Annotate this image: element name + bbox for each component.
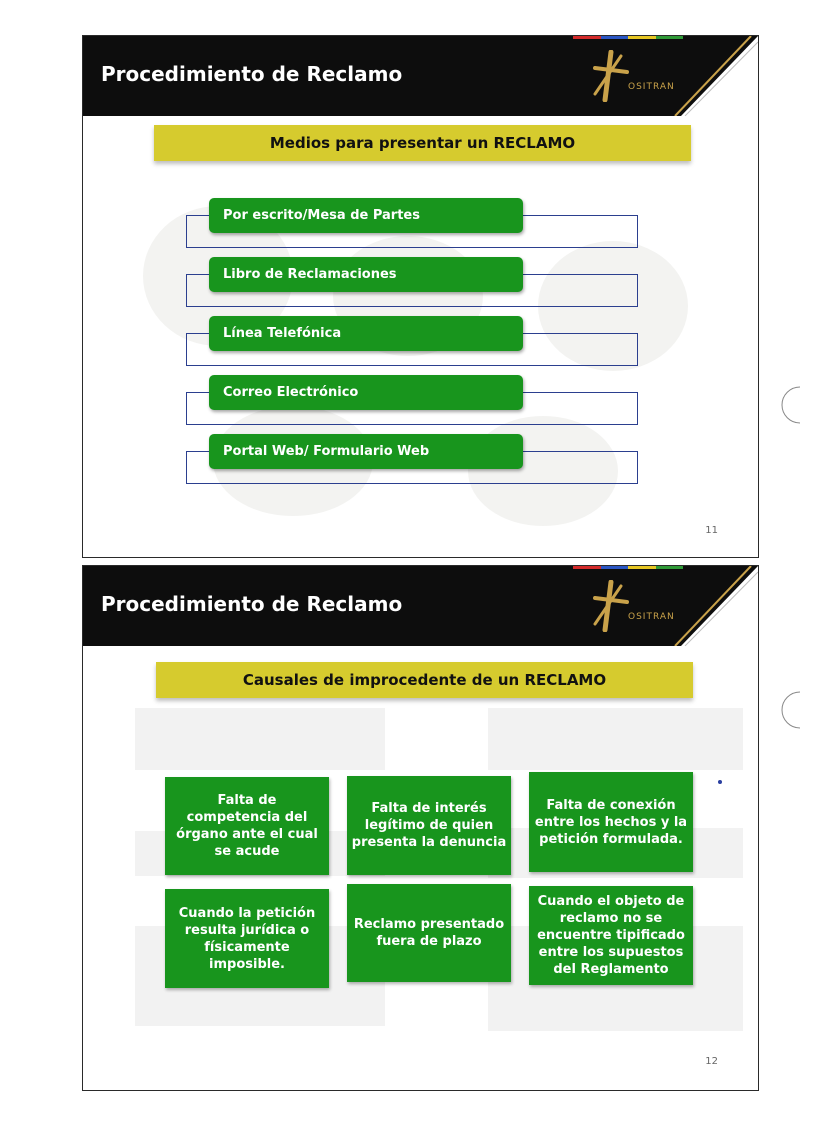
section-banner: Medios para presentar un RECLAMO xyxy=(154,125,691,161)
section-banner: Causales de improcedente de un RECLAMO xyxy=(156,662,693,698)
slide-header xyxy=(83,36,758,116)
background-shape xyxy=(135,708,385,770)
cause-box: Cuando la petición resulta jurídica o físicamente imposible. xyxy=(165,889,329,988)
page-number: 11 xyxy=(705,525,718,536)
channel-item: Libro de Reclamaciones xyxy=(209,257,523,292)
header-corner-decoration xyxy=(673,36,758,116)
cause-box: Cuando el objeto de reclamo no se encuentre tipificado entre los supuestos del Reglamento xyxy=(529,886,693,985)
ositran-logo-icon xyxy=(591,580,631,632)
slide-title: Procedimiento de Reclamo xyxy=(101,62,403,86)
ositran-logo-icon xyxy=(591,50,631,102)
header-corner-decoration xyxy=(673,566,758,646)
header-color-band xyxy=(573,36,683,39)
logo-text: OSITRAN xyxy=(628,612,675,622)
channel-item: Correo Electrónico xyxy=(209,375,523,410)
channel-item: Por escrito/Mesa de Partes xyxy=(209,198,523,233)
hole-punch-mark xyxy=(770,690,800,730)
logo-text: OSITRAN xyxy=(628,82,675,92)
channel-item: Portal Web/ Formulario Web xyxy=(209,434,523,469)
channel-item: Línea Telefónica xyxy=(209,316,523,351)
hole-punch-mark xyxy=(770,385,800,425)
page-number: 12 xyxy=(705,1056,718,1067)
slide-header xyxy=(83,566,758,646)
cause-box: Falta de competencia del órgano ante el cual se acude xyxy=(165,777,329,875)
slide-12 xyxy=(82,565,759,1091)
background-shape xyxy=(488,708,743,770)
slide-11 xyxy=(82,35,759,558)
slide-title: Procedimiento de Reclamo xyxy=(101,592,403,616)
cause-box: Falta de conexión entre los hechos y la petición formulada. xyxy=(529,772,693,872)
cause-box: Falta de interés legítimo de quien presenta la denuncia xyxy=(347,776,511,875)
header-color-band xyxy=(573,566,683,569)
ink-dot xyxy=(718,780,722,784)
cause-box: Reclamo presentado fuera de plazo xyxy=(347,884,511,982)
